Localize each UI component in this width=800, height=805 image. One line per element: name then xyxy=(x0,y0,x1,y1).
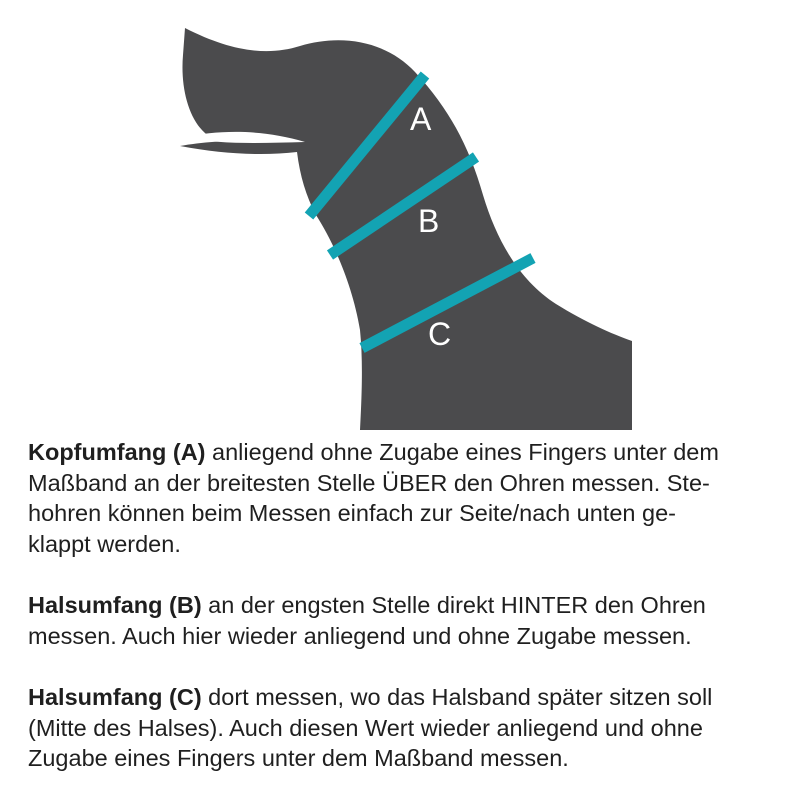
text-line xyxy=(28,743,780,774)
text-line xyxy=(28,468,780,499)
term-neck-b: Halsumfang (B) xyxy=(28,592,202,618)
text-line xyxy=(28,590,780,621)
term-neck-c: Halsumfang (C) xyxy=(28,684,202,710)
line-text: messen. Auch hier wieder anliegend und ohne Zugabe messen. xyxy=(28,622,692,649)
term-head: Kopfumfang (A) xyxy=(28,439,206,465)
line-text: dort messen, wo das Halsband später sitzen soll xyxy=(201,684,713,710)
text-line xyxy=(28,498,780,529)
line-text: an der engsten Stelle direkt HINTER den Ohren xyxy=(201,592,706,618)
line-text: klappt werden. xyxy=(28,530,181,557)
text-line xyxy=(28,682,780,713)
paragraph-neck-circumference-b xyxy=(28,590,780,651)
line-text: hohren können beim Messen einfach zur Seite/nach unten ge- xyxy=(28,500,676,526)
text-line xyxy=(28,621,780,652)
instructions xyxy=(28,437,780,805)
label-a: A xyxy=(410,101,432,137)
label-c: C xyxy=(428,316,452,352)
line-text: anliegend ohne Zugabe eines Fingers unter dem xyxy=(205,439,719,465)
text-line xyxy=(28,529,780,560)
line-text: (Mitte des Halses). Auch diesen Wert wieder anliegend und ohne xyxy=(28,714,703,741)
dog-silhouette xyxy=(180,28,632,430)
label-b: B xyxy=(418,203,440,239)
paragraph-neck-circumference-c xyxy=(28,682,780,774)
line-text: Maßband an der breitesten Stelle ÜBER den Ohren messen. Ste- xyxy=(28,469,710,496)
paragraph-head-circumference xyxy=(28,437,780,559)
line-text: Zugabe eines Fingers unter dem Maßband messen. xyxy=(28,745,569,771)
text-line xyxy=(28,713,780,744)
text-line xyxy=(28,437,780,468)
